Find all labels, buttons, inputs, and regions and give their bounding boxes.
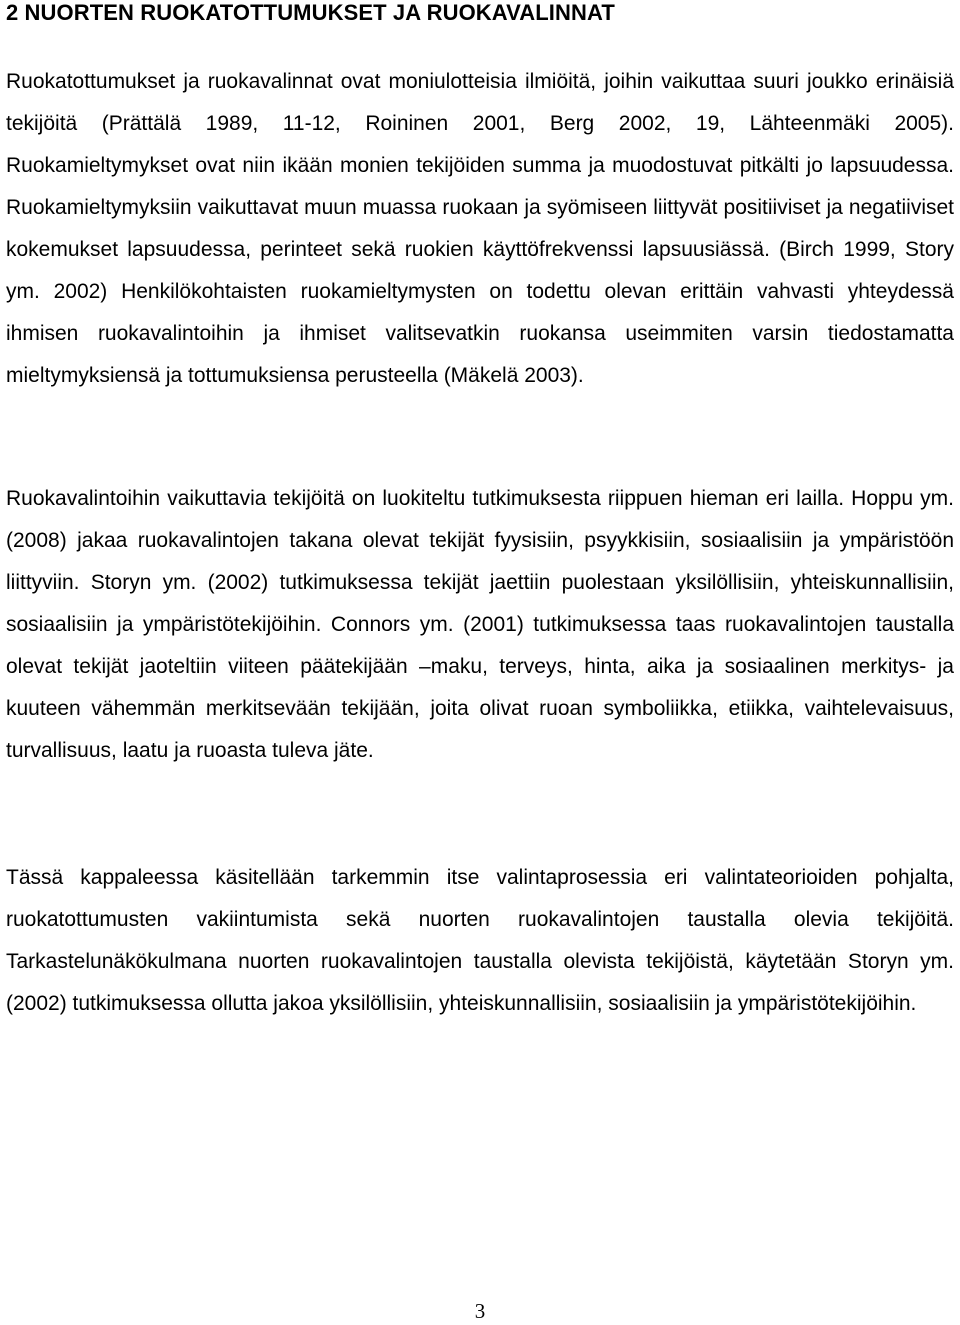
paragraph-2: Ruokavalintoihin vaikuttavia tekijöitä on luokiteltu tutkimuksesta riippuen hieman eri lailla. Hoppu ym. (2008) jakaa ruokavalintojen takana olevat tekijät fyysisiin, psyykkisiin, sosiaalisiin ja ympäristöön liittyviin. Storyn ym. (2002) tutkimuksessa tekijät jaettiin puolestaan yksilöllisiin, yhteiskunnallisiin, sosiaalisiin ja ympäristötekijöihin. Connors ym. (2001) tutkimuksessa taas ruokavalintojen taustalla olevat tekijät jaoteltiin viiteen päätekijään –maku, terveys, hinta, aika ja sosiaalinen merkitys- ja kuuteen vähemmän merkitsevään tekijään, joita olivat ruoan symboliikka, etiikka, vaihtelevaisuus, turvallisuus, laatu ja ruoasta tuleva jäte. (6, 487, 954, 762)
section-heading: 2 NUORTEN RUOKATOTTUMUKSET JA RUOKAVALINNAT (6, 0, 615, 25)
page-number: 3 (474, 1299, 486, 1323)
paragraph-3: Tässä kappaleessa käsitellään tarkemmin itse valintaprosessia eri valintateorioiden pohjalta, ruokatottumusten vakiintumista sekä nuorten ruokavalintojen taustalla olevia tekijöitä. Tarkastelunäkökulmana nuorten ruokavalintojen taustalla olevista tekijöistä, käytetään Storyn ym. (2002) tutkimuksessa ollutta jakoa yksilöllisiin, yhteiskunnallisiin, sosiaalisiin ja ympäristötekijöihin. (6, 866, 954, 1015)
paragraph-1: Ruokatottumukset ja ruokavalinnat ovat moniulotteisia ilmiöitä, joihin vaikuttaa suuri joukko erinäisiä tekijöitä (Prättälä 1989, 11-12, Roininen 2001, Berg 2002, 19, Lähteenmäki 2005). Ruokamieltymykset ovat niin ikään monien tekijöiden summa ja muodostuvat pitkälti jo lapsuudessa. Ruokamieltymyksiin vaikuttavat muun muassa ruokaan ja syömiseen liittyvät positiiviset ja negatiiviset kokemukset lapsuudessa, perinteet sekä ruokien käyttöfrekvenssi lapsuusiässä. (Birch 1999, Story ym. 2002) Henkilökohtaisten ruokamieltymysten on todettu olevan erittäin vahvasti yhteydessä ihmisen ruokavalintoihin ja ihmiset valitsevatkin ruokansa useimmiten varsin tiedostamatta mieltymyksiensä ja tottumuksiensa perusteella (Mäkelä 2003). (6, 70, 954, 387)
